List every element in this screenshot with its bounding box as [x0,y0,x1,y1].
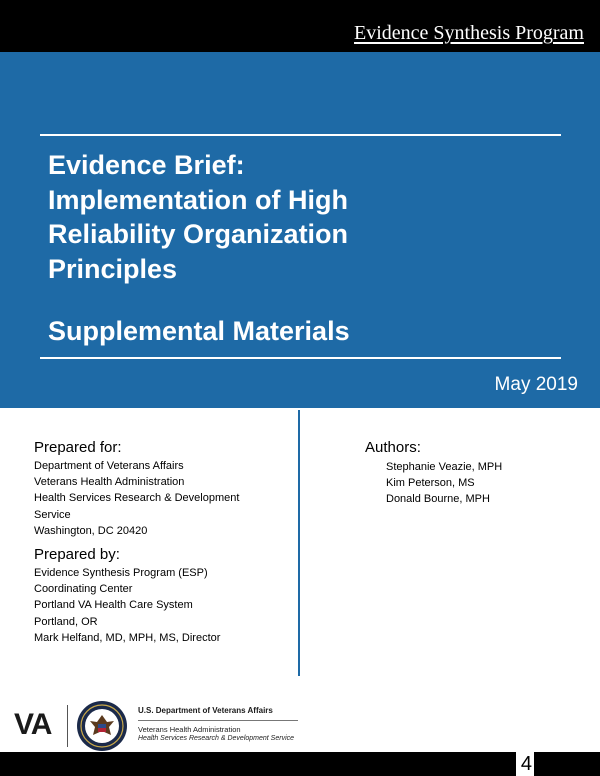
banner-bottom-rule [40,357,561,359]
prepared-by-section [34,545,284,646]
column-divider [298,410,300,676]
va-seal-icon [76,700,128,752]
department-name: U.S. Department of Veterans Affairs [138,706,273,715]
cover-banner [0,52,600,408]
prepared-by-line: Mark Helfand, MD, MPH, MS, Director [34,631,221,644]
department-rule [138,720,298,721]
title-line: Evidence Brief: [48,150,245,180]
document-title [48,148,568,286]
authors-heading: Authors: [365,439,421,456]
program-title: Evidence Synthesis Program [354,22,584,44]
administration-name: Veterans Health Administration [138,725,241,734]
prepared-for-section [34,438,284,539]
va-logo [14,700,314,752]
prepared-by-line: Coordinating Center [34,583,133,596]
author-name: Stephanie Veazie, MPH [386,461,503,473]
bottom-footer-bar [0,752,600,776]
document-subtitle: Supplemental Materials [48,316,350,346]
va-wordmark: VA [14,708,52,741]
author-name: Donald Bourne, MPH [386,493,490,506]
page-number: 4 [520,753,532,775]
prepared-for-line: Service [34,508,71,521]
logo-separator [67,705,68,747]
prepared-by-heading: Prepared by: [34,546,120,563]
title-line: Principles [48,253,178,284]
prepared-by-line: Portland VA Health Care System [34,599,193,612]
title-line: Implementation of High [48,184,348,215]
top-header-bar [0,0,600,52]
prepared-for-line: Veterans Health Administration [34,476,185,489]
authors-section [365,438,585,508]
title-line: Reliability Organization [48,219,349,249]
prepared-for-line: Washington, DC 20420 [34,524,148,537]
prepared-by-line: Evidence Synthesis Program (ESP) [34,567,208,579]
prepared-for-heading: Prepared for: [34,439,122,456]
authors-list [365,459,585,508]
prepared-for-line: Health Services Research & Development [34,492,240,505]
service-name: Health Services Research & Development Service [138,735,295,742]
publication-date: May 2019 [494,374,578,395]
department-block [138,706,328,743]
prepared-by-line: Portland, OR [34,615,98,628]
author-name: Kim Peterson, MS [386,477,475,490]
prepared-for-line: Department of Veterans Affairs [34,460,184,472]
banner-top-rule [40,134,561,136]
